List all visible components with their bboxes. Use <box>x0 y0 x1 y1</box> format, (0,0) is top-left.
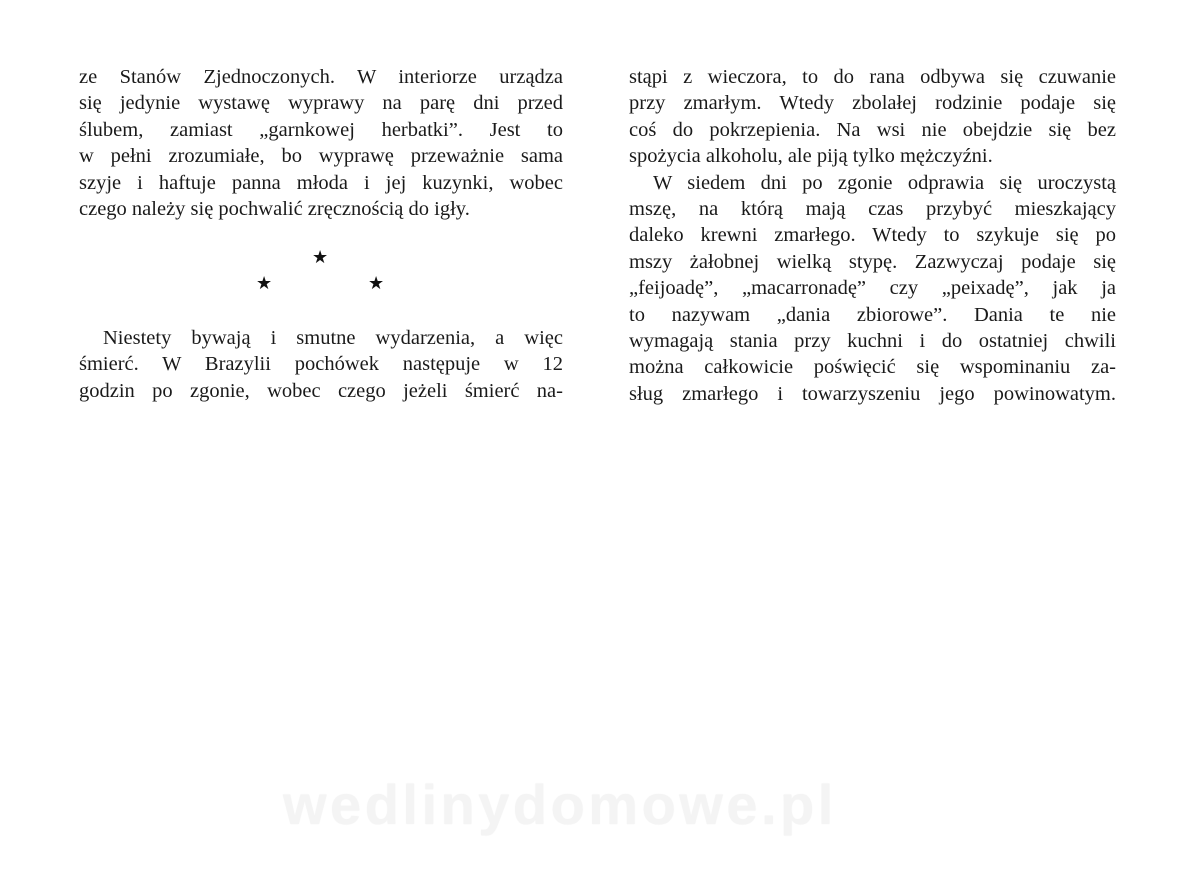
text-line: stąpi z wieczora, to do rana odbywa się czuwanie <box>629 66 1116 88</box>
star-icon: ★ <box>256 273 273 294</box>
text-line: mszę, na którą mają czas przybyć mieszkający <box>629 197 1116 220</box>
text-line: ze Stanów Zjednoczonych. W interiorze urządza <box>79 66 563 88</box>
paragraph <box>629 64 1116 170</box>
text-line: godzin po zgonie, wobec czego jeżeli śmierć na- <box>79 379 563 402</box>
star-icon: ★ <box>312 247 329 268</box>
text-line: przy zmarłym. Wtedy zbolałej rodzinie podaje się <box>629 92 1116 115</box>
text-line: ślubem, zamiast „garnkowej herbatki”. Jest to <box>79 118 563 141</box>
text-line: „feijoadę”, „macarronadę” czy „peixadę”, jak ja <box>629 277 1116 300</box>
text-line: czego należy się pochwalić zręcznością do igły. <box>79 197 470 220</box>
text-line: wymagają stania przy kuchni i do ostatniej chwili <box>629 329 1116 352</box>
paragraph <box>629 170 1116 408</box>
section-separator <box>79 244 563 304</box>
text-line: mszy żałobnej wielką stypę. Zazwyczaj podaje się <box>629 250 1116 273</box>
text-line: sług zmarłego i towarzyszeniu jego powinowatym. <box>629 382 1116 405</box>
text-line: to nazywam „dania zbiorowe”. Dania te nie <box>629 303 1116 326</box>
text-line: W siedem dni po zgonie odprawia się uroczystą <box>653 171 1116 194</box>
text-line: się jedynie wystawę wyprawy na parę dni przed <box>79 92 563 115</box>
right-column <box>629 64 1116 407</box>
watermark-text: wedlinydomowe.pl <box>283 773 837 836</box>
paragraph <box>79 325 563 404</box>
paragraph <box>79 64 563 222</box>
text-line: daleko krewni zmarłego. Wtedy to szykuje się po <box>629 224 1116 247</box>
star-icon: ★ <box>368 273 385 294</box>
text-line: śmierć. W Brazylii pochówek następuje w 12 <box>79 353 563 376</box>
text-line: coś do pokrzepienia. Na wsi nie obejdzie się bez <box>629 118 1116 141</box>
text-line: szyje i haftuje panna młoda i jej kuzynki, wobec <box>79 171 563 194</box>
text-line: Niestety bywają i smutne wydarzenia, a więc <box>103 327 563 349</box>
left-column <box>79 64 563 222</box>
text-line: w pełni zrozumiałe, bo wyprawę przeważnie sama <box>79 145 563 168</box>
text-line: spożycia alkoholu, ale piją tylko mężczyźni. <box>629 145 993 168</box>
left-column-continued <box>79 325 563 404</box>
text-line: można całkowicie poświęcić się wspominaniu za- <box>629 356 1116 379</box>
